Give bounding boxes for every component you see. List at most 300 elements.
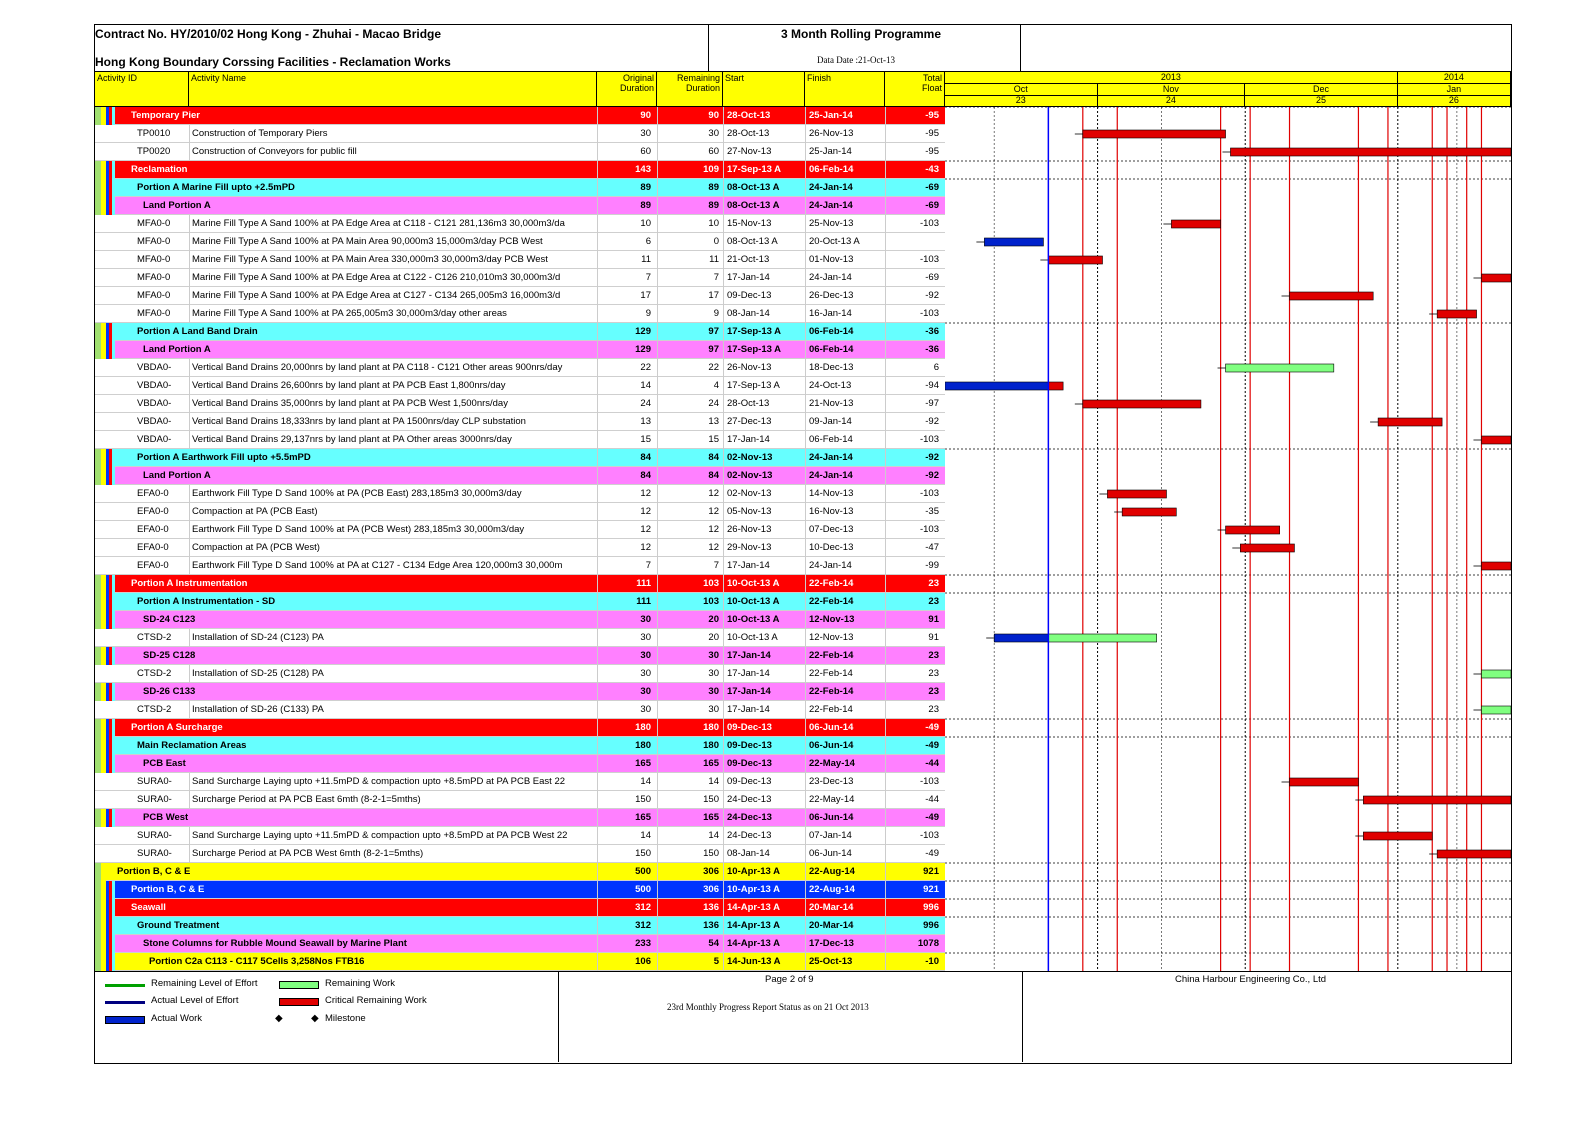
cell-rd: 24: [657, 395, 723, 413]
wbs-name: Portion A Instrumentation - SD: [137, 596, 276, 607]
cell-start: 17-Sep-13 A: [723, 161, 805, 179]
wbs-group-row[interactable]: [115, 647, 945, 665]
cell-start: 28-Oct-13: [723, 395, 805, 413]
gantt-bar: [1481, 274, 1511, 282]
legend-swatch-critical-remaining: [279, 998, 319, 1006]
cell-rd: 9: [657, 305, 723, 323]
wbs-name: Land Portion A: [143, 200, 211, 211]
activity-row[interactable]: [95, 665, 945, 683]
cell-finish: 06-Feb-14: [805, 161, 885, 179]
cell-id: MFA0-0: [137, 272, 171, 283]
cell-tf: -103: [885, 773, 943, 791]
cell-id: VBDA0-: [137, 380, 172, 391]
cell-id: SURA0-: [137, 830, 172, 841]
cell-id: VBDA0-: [137, 398, 172, 409]
cell-tf: -94: [885, 377, 943, 395]
cell-od: 89: [597, 197, 657, 215]
cell-id: EFA0-0: [137, 542, 169, 553]
cell-finish: 06-Jun-14: [805, 719, 885, 737]
gantt-chart: [945, 107, 1511, 971]
cell-rd: 12: [657, 485, 723, 503]
cell-rd: 306: [657, 863, 723, 881]
timeline-weeks: [945, 95, 1511, 107]
cell-finish: 06-Jun-14: [805, 737, 885, 755]
year-label: 2014: [1398, 72, 1511, 83]
cell-id: MFA0-0: [137, 218, 171, 229]
activity-row[interactable]: [95, 251, 945, 269]
cell-tf: -103: [885, 431, 943, 449]
cell-rd: 20: [657, 611, 723, 629]
cell-finish: 22-Aug-14: [805, 863, 885, 881]
cell-finish: 26-Nov-13: [805, 125, 885, 143]
cell-od: 150: [597, 791, 657, 809]
activity-row[interactable]: [95, 215, 945, 233]
wbs-name: Land Portion A: [143, 470, 211, 481]
cell-od: 233: [597, 935, 657, 953]
cell-od: 129: [597, 341, 657, 359]
wbs-group-row[interactable]: [115, 953, 945, 971]
wbs-group-row[interactable]: [115, 881, 945, 899]
cell-od: 15: [597, 431, 657, 449]
activity-row[interactable]: [95, 287, 945, 305]
gantt-bar: [1107, 490, 1166, 498]
cell-name: Compaction at PA (PCB East): [189, 503, 597, 521]
cell-rd: 90: [657, 107, 723, 125]
cell-finish: 07-Dec-13: [805, 521, 885, 539]
cell-tf: -44: [885, 791, 943, 809]
cell-id: VBDA0-: [137, 416, 172, 427]
cell-id: SURA0-: [137, 848, 172, 859]
cell-start: 29-Nov-13: [723, 539, 805, 557]
cell-finish: 06-Feb-14: [805, 341, 885, 359]
cell-od: 30: [597, 629, 657, 647]
cell-start: 08-Oct-13 A: [723, 233, 805, 251]
legend-box: [95, 972, 559, 1062]
cell-tf: 23: [885, 575, 943, 593]
legend-critical-remaining: Critical Remaining Work: [325, 995, 427, 1006]
cell-tf: 921: [885, 881, 943, 899]
cell-finish: 06-Feb-14: [805, 431, 885, 449]
cell-od: 165: [597, 809, 657, 827]
gantt-bar: [984, 238, 1043, 246]
cell-od: 12: [597, 521, 657, 539]
activity-row[interactable]: [95, 305, 945, 323]
cell-start: 17-Sep-13 A: [723, 377, 805, 395]
cell-name: Earthwork Fill Type D Sand 100% at PA at C127 - C134 Edge Area 120,000m3 30,000m: [189, 557, 597, 575]
cell-od: 12: [597, 539, 657, 557]
activity-row[interactable]: [95, 827, 945, 845]
activity-row[interactable]: [95, 629, 945, 647]
cell-od: 165: [597, 755, 657, 773]
cell-rd: 7: [657, 557, 723, 575]
cell-od: 500: [597, 881, 657, 899]
week-label: 26: [1398, 95, 1511, 106]
cell-od: 14: [597, 377, 657, 395]
col-remaining-duration[interactable]: Remaining Duration: [657, 72, 723, 106]
cell-id: SURA0-: [137, 776, 172, 787]
cell-od: 106: [597, 953, 657, 971]
cell-od: 22: [597, 359, 657, 377]
activity-row[interactable]: [95, 791, 945, 809]
wbs-group-row[interactable]: [115, 179, 945, 197]
cell-od: 12: [597, 485, 657, 503]
cell-start: 24-Dec-13: [723, 809, 805, 827]
cell-name: Marine Fill Type A Sand 100% at PA Edge Area at C118 - C121 281,136m3 30,000m3/da: [189, 215, 597, 233]
cell-finish: 24-Jan-14: [805, 197, 885, 215]
cell-start: 17-Jan-14: [723, 557, 805, 575]
cell-finish: 10-Dec-13: [805, 539, 885, 557]
cell-start: 02-Nov-13: [723, 449, 805, 467]
cell-start: 28-Oct-13: [723, 125, 805, 143]
cell-finish: 24-Jan-14: [805, 449, 885, 467]
activity-row[interactable]: [95, 269, 945, 287]
wbs-name: Portion A Instrumentation: [131, 578, 248, 589]
wbs-name: Land Portion A: [143, 344, 211, 355]
gantt-bar: [1378, 418, 1442, 426]
cell-finish: 14-Nov-13: [805, 485, 885, 503]
cell-rd: 13: [657, 413, 723, 431]
cell-tf: 91: [885, 611, 943, 629]
cell-name: Marine Fill Type A Sand 100% at PA Main Area 330,000m3 30,000m3/day PCB West: [189, 251, 597, 269]
cell-rd: 180: [657, 737, 723, 755]
legend-actual-work: Actual Work: [151, 1013, 203, 1024]
gantt-bar: [1048, 256, 1102, 264]
cell-tf: -103: [885, 251, 943, 269]
cell-name: Compaction at PA (PCB West): [189, 539, 597, 557]
wbs-group-row[interactable]: [115, 197, 945, 215]
cell-od: 129: [597, 323, 657, 341]
cell-finish: 26-Dec-13: [805, 287, 885, 305]
cell-id: VBDA0-: [137, 434, 172, 445]
wbs-group-row[interactable]: [115, 467, 945, 485]
cell-tf: -95: [885, 125, 943, 143]
wbs-group-row[interactable]: [115, 755, 945, 773]
cell-tf: 996: [885, 917, 943, 935]
cell-od: 30: [597, 647, 657, 665]
activity-row[interactable]: [95, 521, 945, 539]
cell-finish: 25-Jan-14: [805, 143, 885, 161]
cell-id: EFA0-0: [137, 560, 169, 571]
wbs-group-row[interactable]: [115, 809, 945, 827]
cell-od: 89: [597, 179, 657, 197]
cell-od: 143: [597, 161, 657, 179]
wbs-name: Main Reclamation Areas: [137, 740, 247, 751]
cell-rd: 54: [657, 935, 723, 953]
cell-id: EFA0-0: [137, 524, 169, 535]
cell-tf: -97: [885, 395, 943, 413]
cell-tf: -95: [885, 107, 943, 125]
cell-start: 02-Nov-13: [723, 485, 805, 503]
activity-row[interactable]: [95, 413, 945, 431]
cell-start: 02-Nov-13: [723, 467, 805, 485]
cell-start: 08-Oct-13 A: [723, 197, 805, 215]
wbs-name: Portion B, C & E: [117, 866, 191, 877]
cell-rd: 0: [657, 233, 723, 251]
cell-start: 10-Oct-13 A: [723, 575, 805, 593]
column-header: [95, 71, 945, 107]
cell-finish: 24-Jan-14: [805, 269, 885, 287]
cell-start: 17-Jan-14: [723, 269, 805, 287]
cell-tf: -103: [885, 305, 943, 323]
activity-row[interactable]: [95, 143, 945, 161]
wbs-group-row[interactable]: [115, 161, 945, 179]
cell-od: 10: [597, 215, 657, 233]
cell-od: 30: [597, 701, 657, 719]
cell-tf: -103: [885, 827, 943, 845]
gantt-bar: [994, 634, 1048, 642]
gantt-bar: [1171, 220, 1220, 228]
wbs-group-row[interactable]: [115, 449, 945, 467]
company-name: China Harbour Engineering Co., Ltd: [1175, 974, 1327, 985]
legend-swatch-remaining-loe: [105, 984, 145, 987]
cell-rd: 12: [657, 539, 723, 557]
cell-od: 30: [597, 665, 657, 683]
gantt-bar: [1290, 778, 1359, 786]
header-center: [709, 25, 1021, 71]
cell-name: Construction of Conveyors for public fill: [189, 143, 597, 161]
cell-tf: 23: [885, 701, 943, 719]
cell-rd: 14: [657, 773, 723, 791]
cell-start: 24-Dec-13: [723, 791, 805, 809]
cell-start: 08-Jan-14: [723, 305, 805, 323]
gantt-bar: [1437, 850, 1511, 858]
data-date: Data Date :21-Oct-13: [817, 55, 895, 65]
wbs-group-row[interactable]: [115, 575, 945, 593]
cell-start: 27-Dec-13: [723, 413, 805, 431]
cell-id: CTSD-2: [137, 632, 172, 643]
cell-start: 15-Nov-13: [723, 215, 805, 233]
cell-rd: 20: [657, 629, 723, 647]
cell-name: Vertical Band Drains 18,333nrs by land plant at PA 1500nrs/day CLP substation: [189, 413, 597, 431]
cell-finish: 23-Dec-13: [805, 773, 885, 791]
cell-od: 6: [597, 233, 657, 251]
wbs-name: SD-24 C123: [143, 614, 196, 625]
cell-start: 14-Jun-13 A: [723, 953, 805, 971]
cell-start: 28-Oct-13: [723, 107, 805, 125]
activity-row[interactable]: [95, 773, 945, 791]
cell-tf: -92: [885, 467, 943, 485]
cell-tf: -35: [885, 503, 943, 521]
wbs-name: Portion A Marine Fill upto +2.5mPD: [137, 182, 295, 193]
activity-row[interactable]: [95, 701, 945, 719]
cell-finish: 01-Nov-13: [805, 251, 885, 269]
col-total-float[interactable]: Total Float: [885, 72, 945, 106]
legend-remaining-work: Remaining Work: [325, 978, 396, 989]
activity-row[interactable]: [95, 557, 945, 575]
cell-start: 08-Jan-14: [723, 845, 805, 863]
cell-start: 09-Dec-13: [723, 719, 805, 737]
cell-finish: 12-Nov-13: [805, 611, 885, 629]
col-activity-name[interactable]: Activity Name: [189, 72, 597, 106]
cell-name: Vertical Band Drains 35,000nrs by land plant at PA PCB West 1,500nrs/day: [189, 395, 597, 413]
cell-tf: -103: [885, 215, 943, 233]
cell-rd: 30: [657, 665, 723, 683]
cell-id: CTSD-2: [137, 668, 172, 679]
cell-rd: 30: [657, 701, 723, 719]
col-start[interactable]: Start: [723, 72, 805, 106]
wbs-group-row[interactable]: [115, 611, 945, 629]
cell-tf: -103: [885, 521, 943, 539]
activity-row[interactable]: [95, 431, 945, 449]
cell-tf: -95: [885, 143, 943, 161]
cell-start: 17-Jan-14: [723, 647, 805, 665]
wbs-name: Reclamation: [131, 164, 188, 175]
wbs-group-row[interactable]: [115, 593, 945, 611]
cell-id: MFA0-0: [137, 236, 171, 247]
activity-row[interactable]: [95, 377, 945, 395]
cell-finish: 25-Oct-13: [805, 953, 885, 971]
cell-name: Marine Fill Type A Sand 100% at PA Edge Area at C127 - C134 265,005m3 16,000m3/d: [189, 287, 597, 305]
cell-tf: 23: [885, 647, 943, 665]
cell-finish: 22-Feb-14: [805, 593, 885, 611]
cell-tf: -69: [885, 269, 943, 287]
cell-rd: 4: [657, 377, 723, 395]
wbs-name: PCB East: [143, 758, 186, 769]
wbs-group-row[interactable]: [115, 719, 945, 737]
gantt-bar: [1083, 130, 1226, 138]
col-activity-id[interactable]: Activity ID: [95, 72, 189, 106]
cell-rd: 306: [657, 881, 723, 899]
cell-start: 09-Dec-13: [723, 755, 805, 773]
cell-od: 84: [597, 467, 657, 485]
cell-od: 312: [597, 899, 657, 917]
wbs-group-row[interactable]: [115, 899, 945, 917]
cell-finish: 20-Mar-14: [805, 917, 885, 935]
cell-name: Sand Surcharge Laying upto +11.5mPD & compaction upto +8.5mPD at PA PCB West 22: [189, 827, 597, 845]
cell-id: VBDA0-: [137, 362, 172, 373]
col-finish[interactable]: Finish: [805, 72, 885, 106]
project-title: Hong Kong Boundary Corssing Facilities - Reclamation Works: [95, 55, 451, 69]
cell-od: 180: [597, 719, 657, 737]
cell-rd: 7: [657, 269, 723, 287]
cell-name: Construction of Temporary Piers: [189, 125, 597, 143]
cell-name: Sand Surcharge Laying upto +11.5mPD & compaction upto +8.5mPD at PA PCB East 22: [189, 773, 597, 791]
wbs-name: Portion C2a C113 - C117 5Cells 3,258Nos FTB16: [149, 956, 365, 967]
cell-od: 500: [597, 863, 657, 881]
wbs-name: SD-26 C133: [143, 686, 196, 697]
cell-od: 180: [597, 737, 657, 755]
cell-start: 09-Dec-13: [723, 737, 805, 755]
cell-rd: 89: [657, 197, 723, 215]
legend-swatch-actual-work: [105, 1016, 145, 1024]
cell-rd: 12: [657, 503, 723, 521]
cell-finish: 06-Jun-14: [805, 809, 885, 827]
gantt-bar: [1363, 796, 1511, 804]
gantt-bar-remaining: [1048, 634, 1156, 642]
cell-finish: 24-Jan-14: [805, 179, 885, 197]
wbs-group-row[interactable]: [115, 917, 945, 935]
col-original-duration[interactable]: Original Duration: [597, 72, 657, 106]
activity-row[interactable]: [95, 485, 945, 503]
wbs-group-row[interactable]: [115, 323, 945, 341]
cell-finish: 24-Jan-14: [805, 467, 885, 485]
cell-tf: 91: [885, 629, 943, 647]
gantt-bar: [945, 382, 1048, 390]
cell-od: 9: [597, 305, 657, 323]
wbs-group-row[interactable]: [106, 863, 945, 881]
wbs-name: Portion B, C & E: [131, 884, 205, 895]
activity-row[interactable]: [95, 503, 945, 521]
cell-start: 05-Nov-13: [723, 503, 805, 521]
activity-row[interactable]: [95, 845, 945, 863]
legend-actual-loe: Actual Level of Effort: [151, 995, 239, 1006]
cell-rd: 14: [657, 827, 723, 845]
cell-name: Surcharge Period at PA PCB East 6mth (8-2-1=5mths): [189, 791, 597, 809]
cell-tf: -43: [885, 161, 943, 179]
cell-start: 08-Oct-13 A: [723, 179, 805, 197]
cell-rd: 17: [657, 287, 723, 305]
cell-rd: 103: [657, 593, 723, 611]
cell-od: 111: [597, 593, 657, 611]
cell-id: EFA0-0: [137, 488, 169, 499]
cell-start: 17-Jan-14: [723, 701, 805, 719]
cell-finish: 21-Nov-13: [805, 395, 885, 413]
cell-name: Installation of SD-24 (C123) PA: [189, 629, 597, 647]
cell-od: 17: [597, 287, 657, 305]
wbs-group-row[interactable]: [115, 935, 945, 953]
wbs-group-row[interactable]: [115, 341, 945, 359]
cell-finish: 12-Nov-13: [805, 629, 885, 647]
cell-finish: 25-Jan-14: [805, 107, 885, 125]
cell-rd: 97: [657, 341, 723, 359]
week-label: 24: [1098, 95, 1246, 106]
cell-start: 24-Dec-13: [723, 827, 805, 845]
gantt-bar: [1481, 436, 1511, 444]
wbs-group-row[interactable]: [115, 737, 945, 755]
cell-tf: 921: [885, 863, 943, 881]
cell-tf: -92: [885, 287, 943, 305]
month-label: Dec: [1245, 84, 1398, 95]
activity-row[interactable]: [95, 395, 945, 413]
cell-rd: 11: [657, 251, 723, 269]
cell-od: 90: [597, 107, 657, 125]
cell-id: SURA0-: [137, 794, 172, 805]
cell-name: Installation of SD-25 (C128) PA: [189, 665, 597, 683]
wbs-name: Portion A Earthwork Fill upto +5.5mPD: [137, 452, 311, 463]
week-label: 23: [945, 95, 1098, 106]
activity-row[interactable]: [95, 359, 945, 377]
activity-row[interactable]: [95, 539, 945, 557]
cell-start: 10-Oct-13 A: [723, 629, 805, 647]
cell-tf: -92: [885, 413, 943, 431]
activity-row[interactable]: [95, 125, 945, 143]
cell-od: 7: [597, 269, 657, 287]
wbs-group-row[interactable]: [115, 107, 945, 125]
legend-remaining-loe: Remaining Level of Effort: [151, 978, 258, 989]
gantt-bar-remaining: [1048, 382, 1063, 390]
activity-row[interactable]: [95, 233, 945, 251]
gantt-bar: [1290, 292, 1374, 300]
cell-od: 30: [597, 125, 657, 143]
cell-finish: 22-Feb-14: [805, 665, 885, 683]
wbs-group-row[interactable]: [115, 683, 945, 701]
cell-tf: -99: [885, 557, 943, 575]
cell-start: 14-Apr-13 A: [723, 935, 805, 953]
cell-finish: 20-Mar-14: [805, 899, 885, 917]
cell-od: 312: [597, 917, 657, 935]
cell-rd: 60: [657, 143, 723, 161]
cell-tf: -92: [885, 449, 943, 467]
cell-finish: 22-Feb-14: [805, 683, 885, 701]
cell-tf: -69: [885, 197, 943, 215]
cell-start: 17-Jan-14: [723, 665, 805, 683]
cell-od: 60: [597, 143, 657, 161]
cell-od: 150: [597, 845, 657, 863]
cell-start: 26-Nov-13: [723, 521, 805, 539]
footer-center: [559, 972, 1023, 1062]
cell-rd: 84: [657, 449, 723, 467]
cell-rd: 165: [657, 755, 723, 773]
